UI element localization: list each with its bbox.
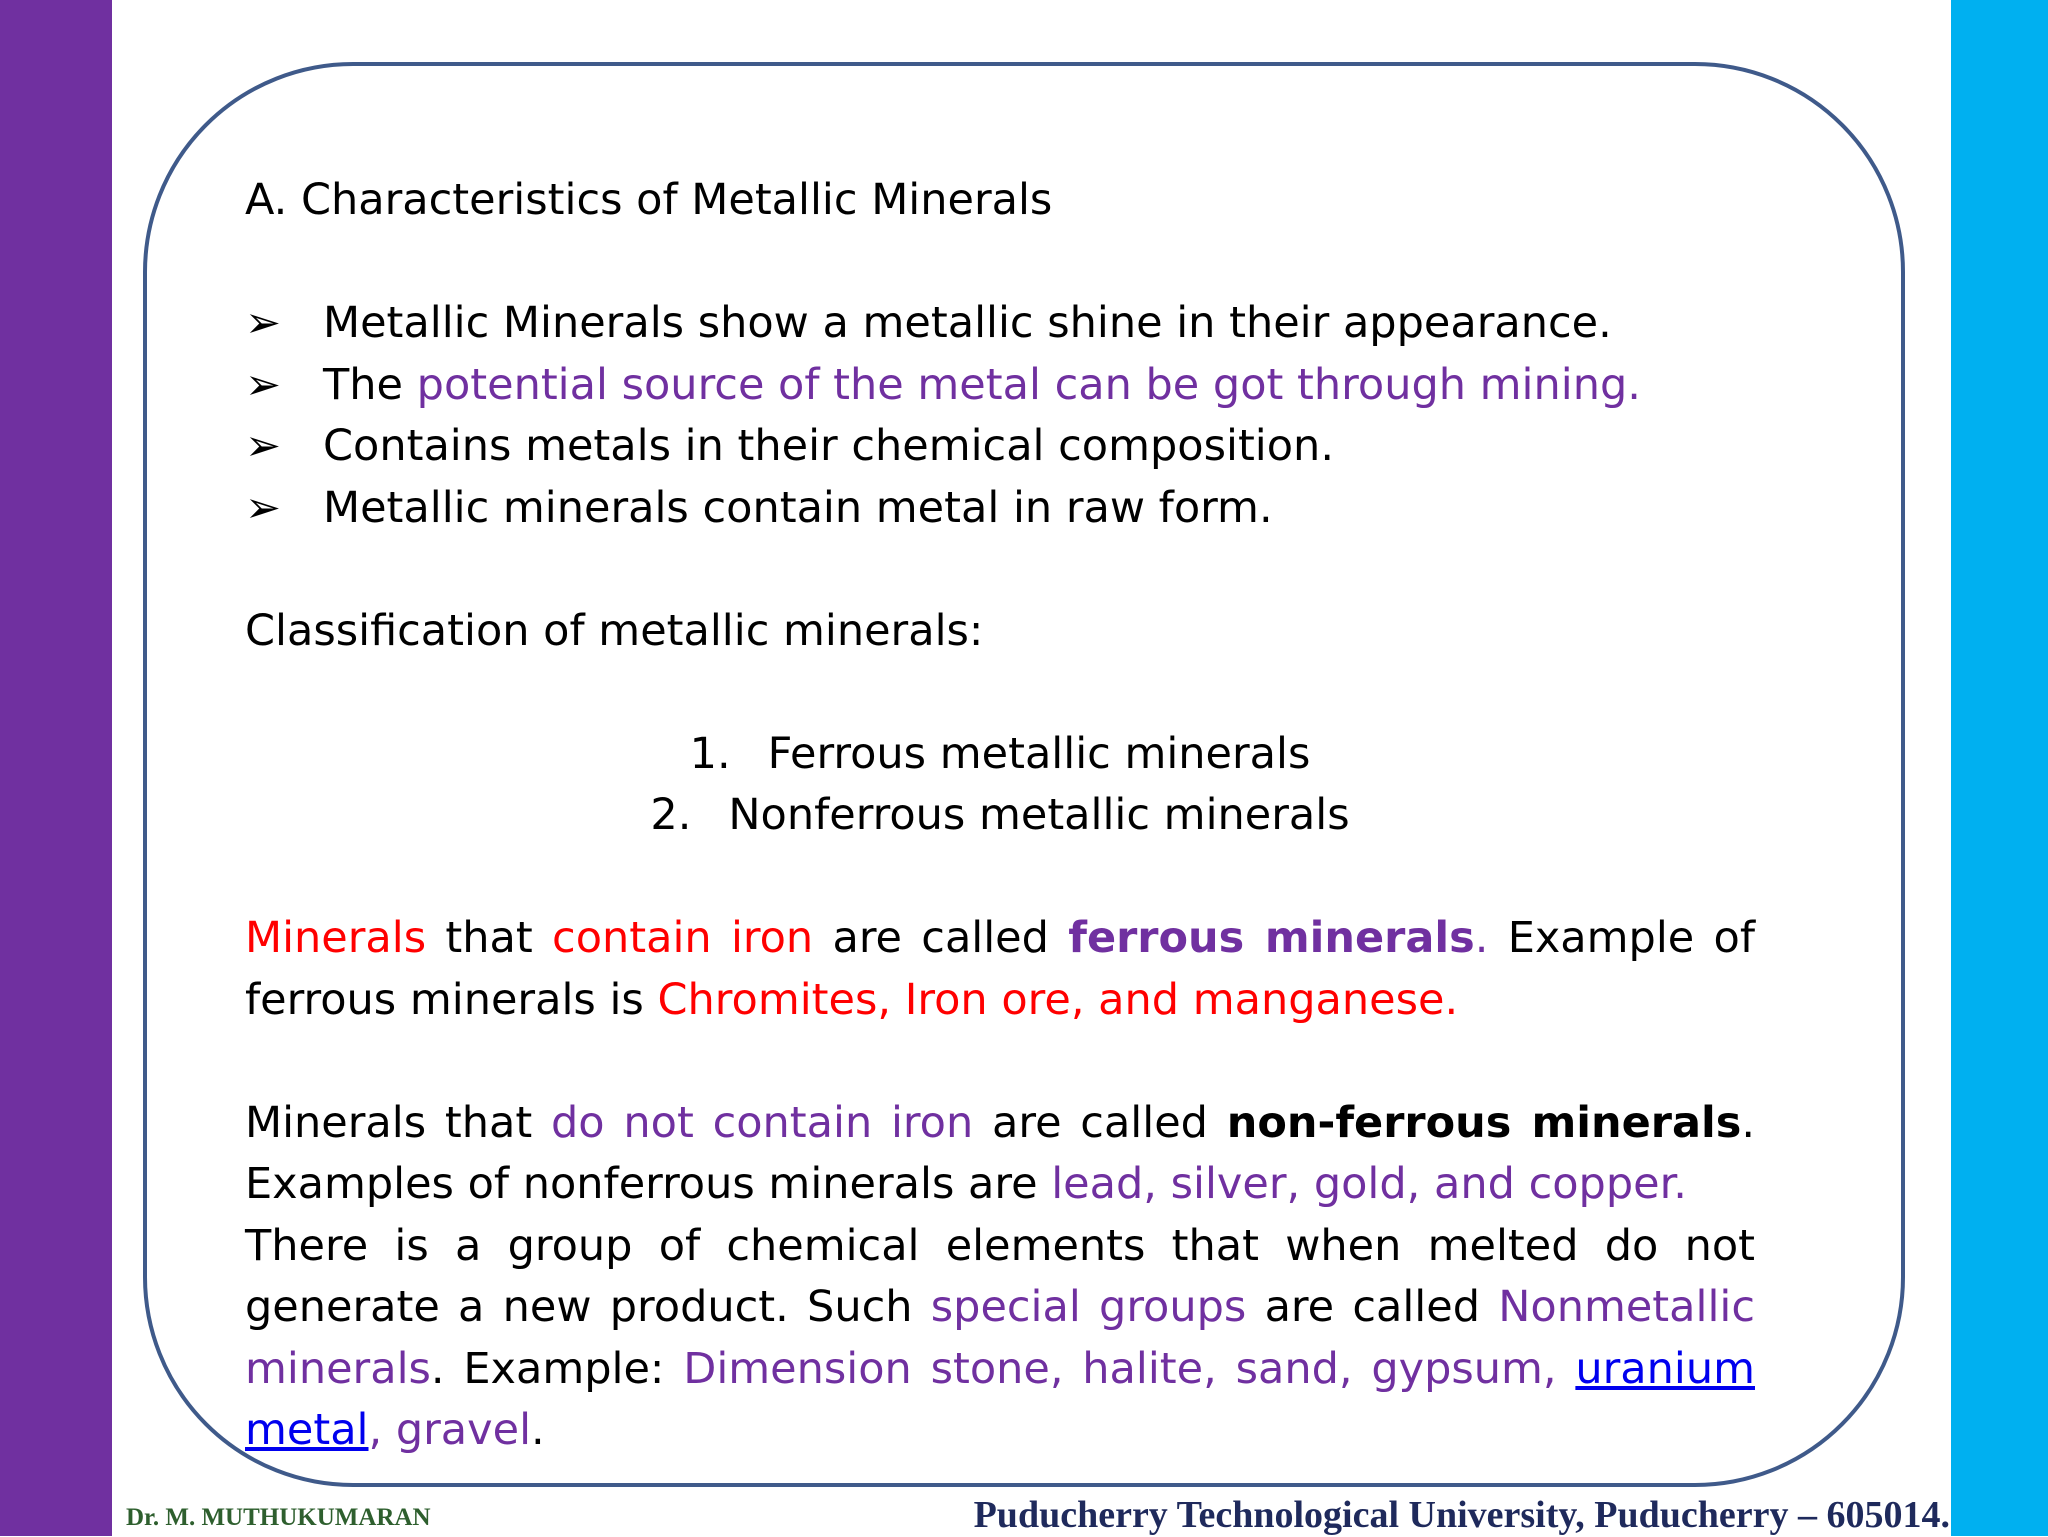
arrow-bullet-icon: ➢ — [245, 421, 282, 471]
nonmetallic-paragraph: There is a group of chemical elements that when melted do not generate a new product. Such special groups are called Nonmetallic minerals. Example: Dimension stone, halite, sand, gypsum, uranium metal, gravel. — [245, 1220, 1755, 1455]
classification-heading: Classification of metallic minerals: — [245, 605, 984, 656]
list-item: ➢ Metallic Minerals show a metallic shine in their appearance. — [245, 293, 1755, 355]
uranium-metal-link[interactable]: uranium metal — [245, 1343, 1755, 1455]
arrow-bullet-icon: ➢ — [245, 482, 282, 533]
list-item: ➢ The potential source of the metal can be got through mining. — [245, 355, 1755, 417]
section-heading: A. Characteristics of Metallic Minerals — [245, 175, 1053, 225]
slide-content — [245, 170, 1755, 1462]
arrow-bullet-icon: ➢ — [245, 359, 282, 410]
left-accent-bar — [0, 0, 112, 1536]
nonferrous-paragraph: Minerals that do not contain iron are called non-ferrous minerals. Examples of nonferrous minerals are lead, silver, gold, and copper. — [245, 1097, 1755, 1209]
institution-footer: Puducherry Technological University, Puducherry – 605014. — [973, 1494, 1950, 1536]
list-item: ➢ Metallic minerals contain metal in raw form. — [245, 478, 1755, 540]
right-accent-bar — [1951, 0, 2048, 1536]
characteristics-list — [245, 293, 1755, 539]
list-item: 2. Nonferrous metallic minerals — [650, 790, 1350, 840]
arrow-bullet-icon: ➢ — [245, 298, 282, 348]
list-item: 1. Ferrous metallic minerals — [689, 728, 1311, 779]
ferrous-paragraph: Minerals that contain iron are called ferrous minerals. Example of ferrous minerals is Chromites, Iron ore, and manganese. — [245, 913, 1755, 1025]
author-name: Dr. M. MUTHUKUMARAN — [126, 1504, 431, 1531]
list-item: ➢ Contains metals in their chemical composition. — [245, 416, 1755, 478]
classification-list — [245, 724, 1755, 847]
